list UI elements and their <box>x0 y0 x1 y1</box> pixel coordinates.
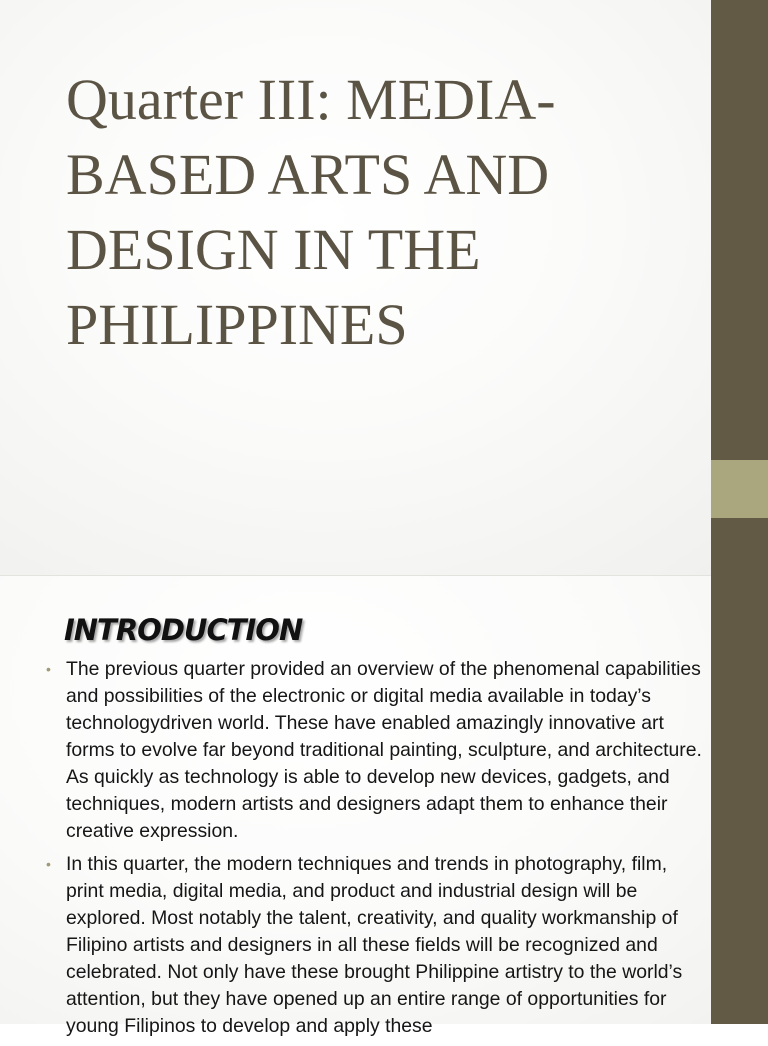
slide-title: Quarter III: MEDIA-BASED ARTS AND DESIGN IN THE PHILIPPINES <box>66 67 556 357</box>
introduction-heading: INTRODUCTION <box>64 613 303 647</box>
bullet-list <box>46 656 710 1046</box>
bullet-dot-icon: • <box>46 856 51 872</box>
bullet-text: The previous quarter provided an overview of the phenomenal capabilities and possibilities of the electronic or digital media available in today’s technologydriven world. These have enabled amazingly innovative art forms to evolve far beyond traditional painting, sculpture, and architecture. As quickly as technology is able to develop new devices, gadgets, and techniques, modern artists and designers adapt them to enhance their creative expression. <box>66 658 702 842</box>
bullet-item <box>46 851 710 1040</box>
bullet-item <box>46 656 710 845</box>
introduction-slide <box>0 576 768 1037</box>
bullet-text: In this quarter, the modern techniques and trends in photography, film, print media, digital media, and product and industrial design will be explored. Most notably the talent, creativity, and quality workmanship of Filipino artists and designers in all these fields will be recognized and celebrated. Not only have these brought Philippine artistry to the world’s attention, but they have opened up an entire range of opportunities for young Filipinos to develop and apply these <box>66 853 683 1037</box>
bullet-dot-icon: • <box>46 661 51 677</box>
decorative-side-accent <box>711 460 768 518</box>
